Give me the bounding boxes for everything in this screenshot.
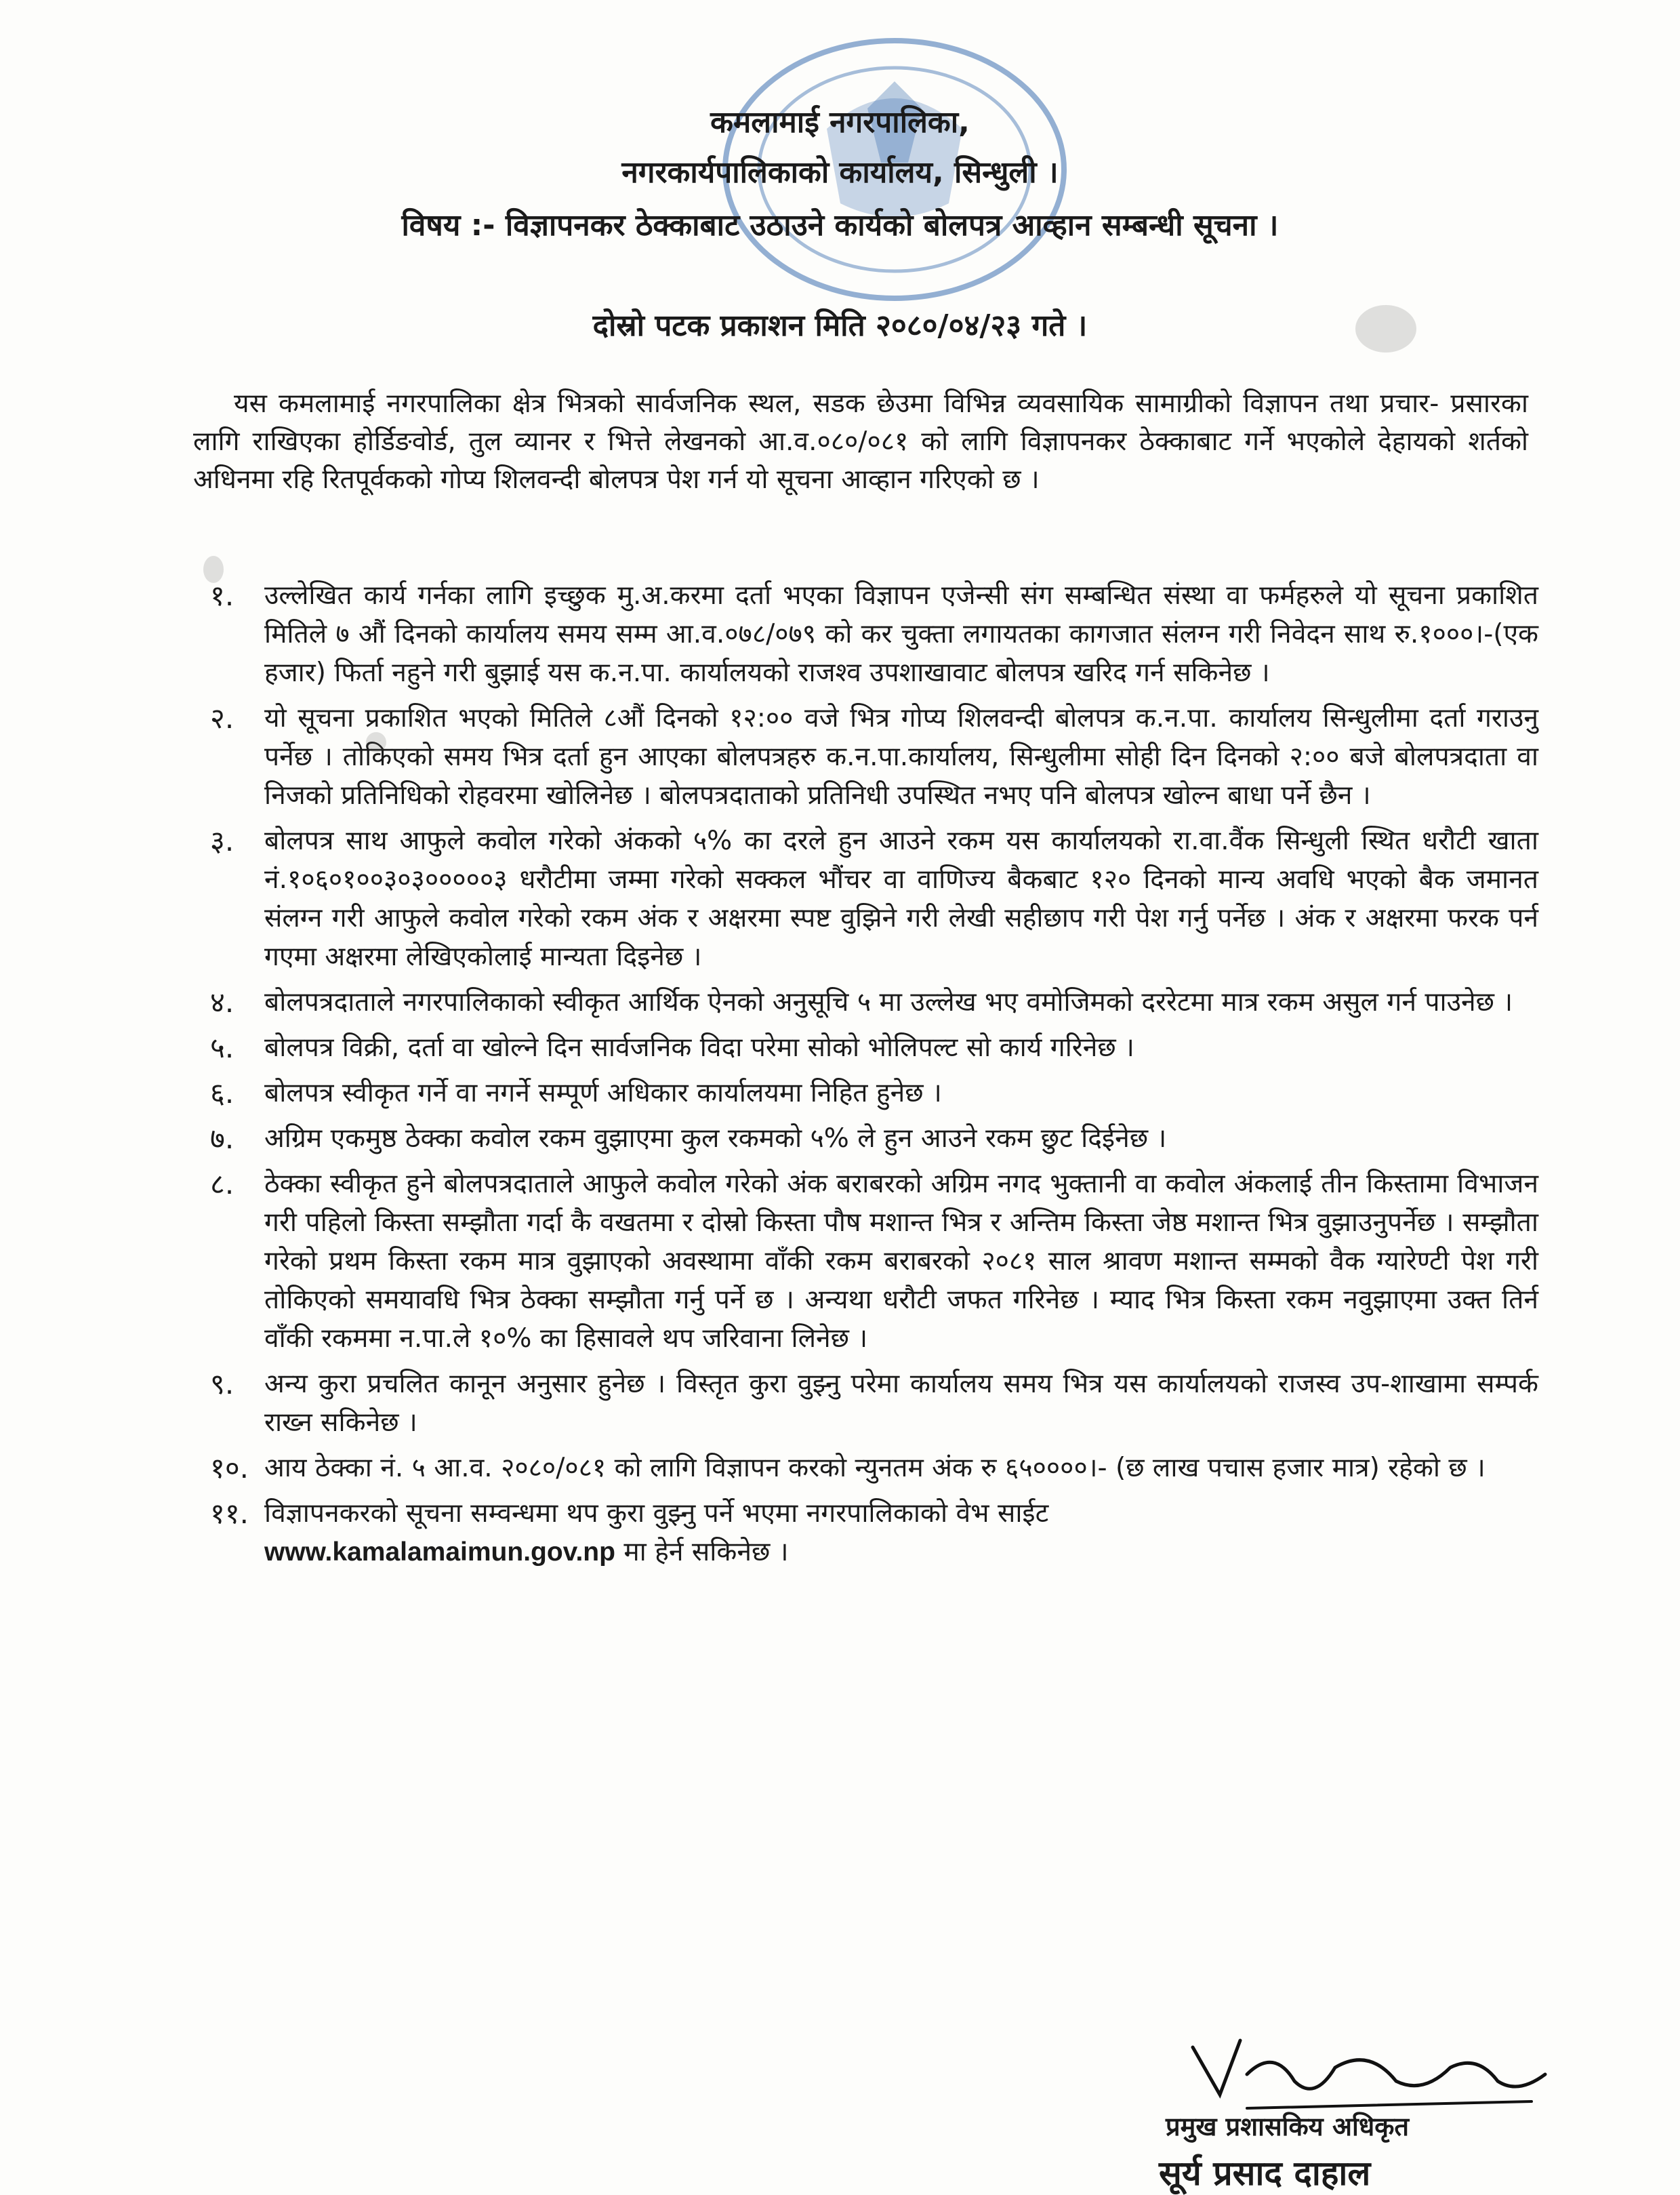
item-number: २. xyxy=(210,702,234,735)
scan-smudge xyxy=(1355,305,1416,353)
item-text: आय ठेक्का नं. ५ आ.व. २०८०/०८१ को लागि विज्ञापन करको न्युनतम अंक रु ६५००००।- (छ लाख पचास हजार मात्र) रहेको छ । xyxy=(264,1453,1486,1483)
item-number: ४. xyxy=(210,986,234,1019)
item-text: यो सूचना प्रकाशित भएको मितिले ८औं दिनको १२:०० वजे भित्र गोप्य शिलवन्दी बोलपत्र क.न.पा. कार्यालय सिन्धुलीमा दर्ता गराउनु पर्नेछ । तोकिएको समय भित्र दर्ता हुन आएका बोलपत्रहरु क.न.पा.कार्यालय, सिन्धुलीमा सोही दिन दिनको २:०० बजे बोलपत्रदाता वा निजको प्रतिनिधिको रोहवरमा खोलिनेछ । बोलपत्रदाताको प्रतिनिधी उपस्थित नभए पनि बोलपत्र खोल्न बाधा पर्ने छैन । xyxy=(264,703,1538,811)
signature-graphic xyxy=(1179,2020,1559,2122)
item-text: बोलपत्र साथ आफुले कवोल गरेको अंकको ५% का दरले हुन आउने रकम यस कार्यालयको रा.वा.वैंक सिन्धुली स्थित धरौटी खाता नं.१०६०१००३०३०००००३ धरौटीमा जम्मा गरेको सक्कल भौंचर वा वाणिज्य बैकबाट १२० दिनको मान्य अवधि भएको बैक जमानत संलग्न गरी आफुले कवोल गरेको रकम अंक र अक्षरमा स्पष्ट वुझिने गरी लेखी सहीछाप गरी पेश गर्नु पर्नेछ । अंक र अक्षरमा फरक पर्न गएमा अक्षरमा लेखिएकोलाई मान्यता दिइनेछ । xyxy=(264,826,1538,972)
item-number: ३. xyxy=(210,824,234,858)
item-number: ८. xyxy=(210,1167,234,1201)
item-text: ठेक्का स्वीकृत हुने बोलपत्रदाताले आफुले कवोल गरेको अंक बराबरको अग्रिम नगद भुक्तानी वा कवोल अंकलाई तीन किस्तामा विभाजन गरी पहिलो किस्ता सम्झौता गर्दा कै वखतमा र दोस्रो किस्ता पौष मशान्त भित्र र अन्तिम किस्ता जेष्ठ मशान्त भित्र वुझाउनुपर्नेछ । सम्झौता गरेको प्रथम किस्ता रकम मात्र वुझाएको अवस्थामा वाँकी रकम बराबरको २०८१ साल श्रावण मशान्त सम्मको वैक ग्यारेण्टी पेश गरी तोकिएको समयावधि भित्र ठेक्का सम्झौता गर्नु पर्ने छ । अन्यथा धरौटी जफत गरिनेछ । म्याद भित्र किस्ता रकम नवुझाएमा उक्त तिर्न वाँकी रकममा न.पा.ले १०% का हिसावले थप जरिवाना लिनेछ । xyxy=(264,1169,1538,1354)
list-item xyxy=(156,983,1538,1022)
item-number: ११. xyxy=(210,1497,249,1530)
item-text: बोलपत्रदाताले नगरपालिकाको स्वीकृत आर्थिक ऐनको अनुसूचि ५ मा उल्लेख भए वमोजिमको दररेटमा मात्र रकम असुल गर्न पाउनेछ । xyxy=(264,987,1513,1018)
item-text: अन्य कुरा प्रचलित कानून अनुसार हुनेछ । विस्तृत कुरा वुझ्नु परेमा कार्यालय समय भित्र यस कार्यालयको राजस्व उप-शाखामा सम्पर्क राख्न सकिनेछ । xyxy=(264,1369,1538,1438)
item-number: १०. xyxy=(210,1451,249,1485)
item-text: बोलपत्र स्वीकृत गर्ने वा नगर्ने सम्पूर्ण अधिकार कार्यालयमा निहित हुनेछ । xyxy=(264,1078,942,1108)
list-item xyxy=(156,699,1538,815)
handwritten-signature xyxy=(1179,2020,1559,2122)
list-item xyxy=(156,1028,1538,1067)
item-number: १. xyxy=(210,579,234,612)
list-item xyxy=(156,1494,1538,1571)
list-item xyxy=(156,1119,1538,1158)
scan-smudge xyxy=(366,732,386,752)
item-number: ७. xyxy=(210,1122,234,1155)
publish-date-line: दोस्रो पटक प्रकाशन मिति २०८०/०४/२३ गते । xyxy=(592,308,1088,343)
signatory-designation: प्रमुख प्रशासकिय अधिकृत xyxy=(1166,2112,1410,2141)
item-text: बोलपत्र विक्री, दर्ता वा खोल्ने दिन सार्वजनिक विदा परेमा सोको भोलिपल्ट सो कार्य गरिनेछ । xyxy=(264,1032,1134,1063)
item-text xyxy=(264,1494,1538,1571)
office-name: कमलामाई नगरपालिका, xyxy=(710,105,970,140)
intro-paragraph: यस कमलामाई नगरपालिका क्षेत्र भित्रको सार्वजनिक स्थल, सडक छेउमा विभिन्न व्यवसायिक सामाग्रीको विज्ञापन तथा प्रचार- प्रसारका लागि राखिएका होर्डिङवोर्ड, तुल व्यानर र भित्ते लेखनको आ.व.०८०/०८१ को लागि विज्ञापनकर ठेक्काबाट गर्ने भएकोले देहायको शर्तको अधिनमा रहि रितपूर्वकको गोप्य शिलवन्दी बोलपत्र पेश गर्न यो सूचना आव्हान गरिएको छ । xyxy=(193,388,1528,495)
item-text: अग्रिम एकमुष्ठ ठेक्का कवोल रकम वुझाएमा कुल रकमको ५% ले हुन आउने रकम छुट दिईनेछ । xyxy=(264,1123,1167,1154)
item-number: ५. xyxy=(210,1031,234,1064)
website-link[interactable]: www.kamalamaimun.gov.np xyxy=(264,1537,615,1567)
office-address: नगरकार्यपालिकाको कार्यालय, सिन्धुली । xyxy=(621,155,1059,190)
item-number: ६. xyxy=(210,1076,234,1110)
item-number: ९. xyxy=(210,1367,234,1401)
item-text-suffix: मा हेर्न सकिनेछ । xyxy=(615,1537,789,1567)
notice-subject: विषय :- विज्ञापनकर ठेक्काबाट उठाउने कार्यको बोलपत्र आव्हान सम्बन्धी सूचना । xyxy=(401,208,1279,243)
list-item xyxy=(156,1074,1538,1112)
list-item xyxy=(156,822,1538,976)
list-item xyxy=(156,1449,1538,1487)
list-item xyxy=(156,1365,1538,1442)
scan-smudge xyxy=(203,556,224,583)
signatory-name: सूर्य प्रसाद दाहाल xyxy=(1159,2154,1371,2193)
list-item xyxy=(156,576,1538,692)
list-item xyxy=(156,1165,1538,1358)
item-text-main: विज्ञापनकरको सूचना सम्वन्धमा थप कुरा वुझ्नु पर्ने भएमा नगरपालिकाको वेभ साईट xyxy=(264,1498,1049,1529)
item-text: उल्लेखित कार्य गर्नका लागि इच्छुक मु.अ.करमा दर्ता भएका विज्ञापन एजेन्सी संग सम्बन्धित संस्था वा फर्महरुले यो सूचना प्रकाशित मितिले ७ औं दिनको कार्यालय समय सम्म आ.व.०७८/०७९ को कर चुक्ता लगायतका कागजात संलग्न गरी निवेदन साथ रु.१०००।-(एक हजार) फिर्ता नहुने गरी बुझाई यस क.न.पा. कार्यालयको राजश्व उपशाखावाट बोलपत्र खरिद गर्न सकिनेछ । xyxy=(264,580,1538,688)
conditions-list xyxy=(156,576,1538,1578)
